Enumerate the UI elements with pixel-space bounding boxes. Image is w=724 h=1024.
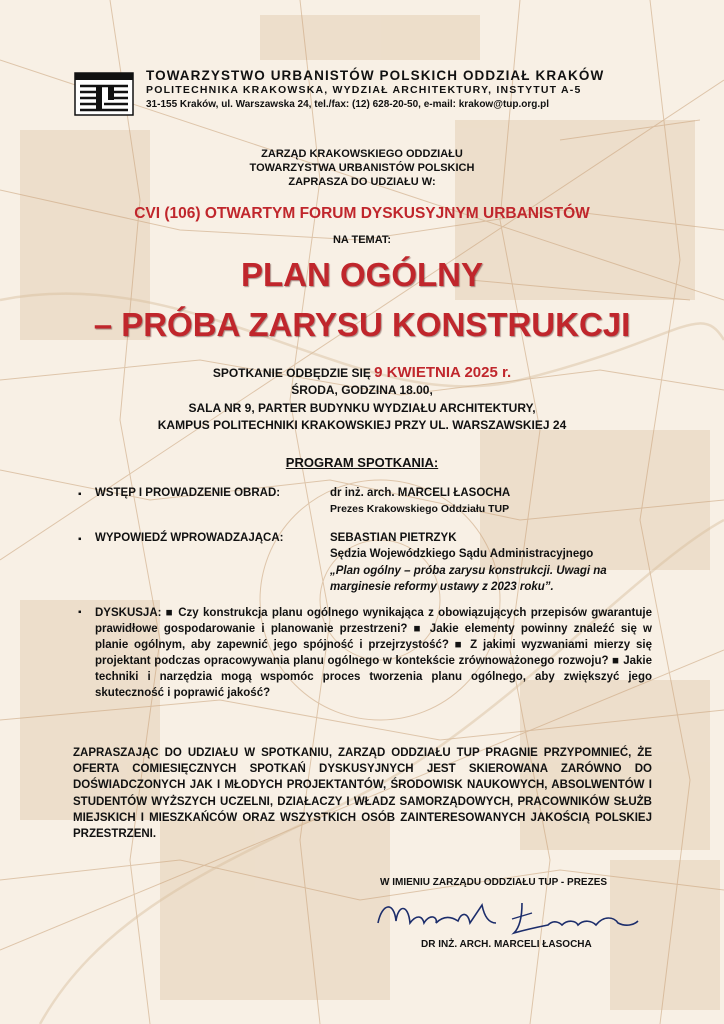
- bullet-icon: ▪: [78, 534, 82, 545]
- discussion-text: DYSKUSJA: ■ Czy konstrukcja planu ogólnego wynikająca z obowiązujących przepisów gwarantuje prawidłowe gospodarowanie i planowanie przestrzeni? ■ Jakie elementy powinny znaleźć się w planie ogólnym, aby zapewnić jego spójność i przejrzystość? ■ Z jakimi wyzwaniami mierzy się projektant podczas opracowywania planu ogólnego w kontekście zrównoważonego rozwoju? ■ Jakie techniki i narzędzia mogą wspomóc proces tworzenia planu ogólnego, aby zwiększyć jego skuteczność i poprawić jakość?: [95, 607, 652, 699]
- invitation-line-1: ZARZĄD KRAKOWSKIEGO ODDZIAŁU: [261, 148, 463, 160]
- bullet-icon: ▪: [78, 607, 82, 618]
- lecture-title: „Plan ogólny – próba zarysu konstrukcji. Uwagi na marginesie reformy ustawy z 2023 roku”.: [330, 565, 607, 593]
- tup-logo-icon: [74, 72, 134, 116]
- meeting-campus: KAMPUS POLITECHNIKI KRAKOWSKIEJ PRZY UL. WARSZAWSKIEJ 24: [157, 418, 567, 432]
- on-behalf-line: W IMIENIU ZARZĄDU ODDZIAŁU TUP - PREZES: [380, 877, 608, 888]
- closing-paragraph: ZAPRASZAJĄC DO UDZIAŁU W SPOTKANIU, ZARZĄD ODDZIAŁU TUP PRAGNIE PRZYPOMNIEĆ, ŻE OFERTA COMIESIĘCZNYCH SPOTKAŃ DYSKUSYJNYCH JEST SKIEROWANA ZARÓWNO DO DOŚWIADCZONYCH JAK I MŁODYCH PROJEKTANTÓW, ŚRODOWISK NAUKOWYCH, ABSOLWENTÓW I STUDENTÓW WYŻSZYCH UCZELNI, DZIAŁACZY I WŁADZ SAMORZĄDOWYCH, PRACOWNIKÓW SŁUŻB MIEJSKICH I MIESZKAŃCÓW ORAZ WSZYSTKICH OSÓB ZAINTERESOWANYCH JAKOŚCIĄ POLSKIEJ PRZESTRZENI.: [73, 747, 652, 841]
- meeting-date-line: [0, 364, 724, 381]
- program-heading: PROGRAM SPOTKANIA:: [285, 455, 439, 470]
- contact-line: 31-155 Kraków, ul. Warszawska 24, tel./fax: (12) 628-20-50, e-mail: krakow@tup.org.pl: [146, 99, 550, 110]
- topic-label: NA TEMAT:: [332, 234, 392, 246]
- institution-line: POLITECHNIKA KRAKOWSKA, WYDZIAŁ ARCHITEKTURY, INSTYTUT A-5: [146, 84, 582, 96]
- speaker-role: Prezes Krakowskiego Oddziału TUP: [330, 503, 510, 515]
- meeting-room: SALA NR 9, PARTER BUDYNKU WYDZIAŁU ARCHITEKTURY,: [188, 401, 536, 415]
- invitation-line-3: ZAPRASZA DO UDZIAŁU W:: [288, 176, 436, 188]
- speaker-role: Sędzia Wojewódzkiego Sądu Administracyjnego: [330, 548, 594, 560]
- org-name: TOWARZYSTWO URBANISTÓW POLSKICH ODDZIAŁ KRAKÓW: [146, 68, 605, 83]
- main-title-line-1: PLAN OGÓLNY: [240, 256, 483, 293]
- speaker-name: dr inż. arch. MARCELI ŁASOCHA: [330, 487, 511, 499]
- program-item-label: WSTĘP I PROWADZENIE OBRAD:: [95, 487, 281, 499]
- handwritten-signature: [372, 893, 642, 943]
- speaker-name: SEBASTIAN PIETRZYK: [330, 532, 457, 544]
- bullet-icon: ▪: [78, 489, 82, 500]
- forum-title: CVI (106) OTWARTYM FORUM DYSKUSYJNYM URBANISTÓW: [134, 205, 590, 222]
- meeting-intro: SPOTKANIE ODBĘDZIE SIĘ: [212, 366, 375, 380]
- signatory-name: DR INŻ. ARCH. MARCELI ŁASOCHA: [421, 939, 592, 950]
- meeting-time: ŚRODA, GODZINA 18.00,: [291, 383, 433, 397]
- program-item-label: WYPOWIEDŹ WPROWADZAJĄCA:: [95, 532, 284, 544]
- meeting-date: 9 KWIETNIA 2025 r.: [374, 364, 512, 381]
- invitation-line-2: TOWARZYSTWA URBANISTÓW POLSKICH: [249, 162, 475, 174]
- main-title-line-2: – PRÓBA ZARYSU KONSTRUKCJI: [93, 306, 631, 343]
